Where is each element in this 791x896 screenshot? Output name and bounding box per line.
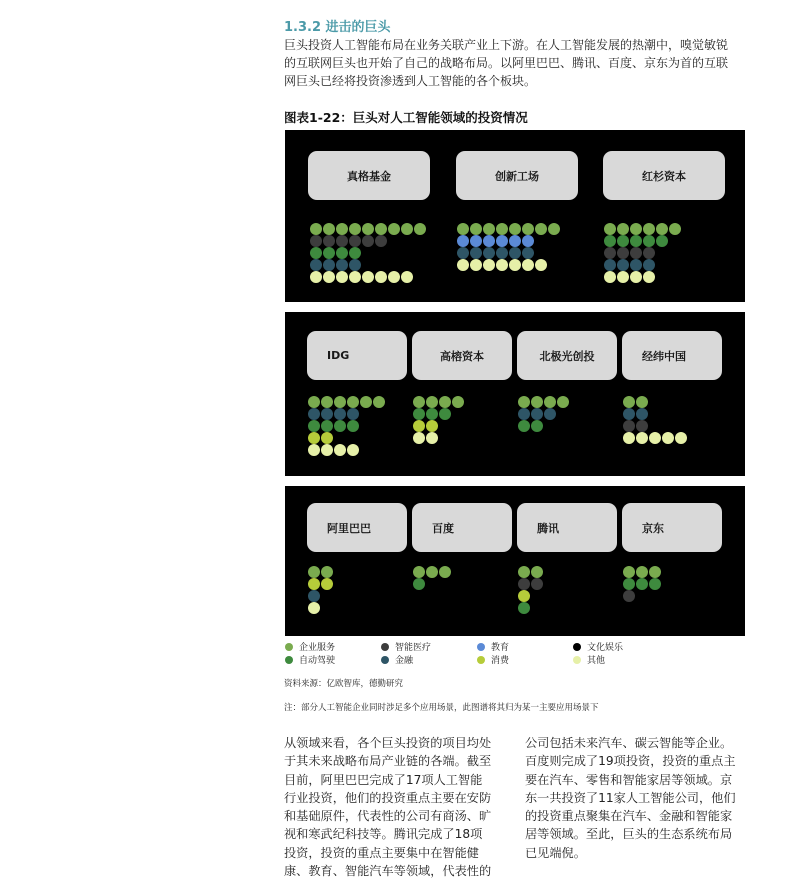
investment-dot bbox=[375, 235, 387, 247]
investment-dot-row bbox=[623, 396, 649, 408]
investment-dot-row bbox=[604, 223, 682, 235]
investment-dot-row bbox=[310, 247, 362, 259]
investment-dot bbox=[518, 420, 530, 432]
investment-dot bbox=[334, 396, 346, 408]
investment-dot bbox=[643, 247, 655, 259]
investment-dot-row bbox=[413, 432, 439, 444]
investment-dot bbox=[531, 408, 543, 420]
investment-dot-row bbox=[518, 408, 557, 420]
investment-dot bbox=[308, 602, 320, 614]
investment-dot bbox=[623, 396, 635, 408]
investment-dot bbox=[522, 259, 534, 271]
legend-item bbox=[477, 640, 509, 653]
investment-dot bbox=[649, 432, 661, 444]
legend-swatch bbox=[285, 643, 293, 651]
investment-dot-row bbox=[308, 408, 360, 420]
investment-dot bbox=[334, 444, 346, 456]
investment-dot-row bbox=[518, 578, 544, 590]
investment-dot bbox=[413, 420, 425, 432]
legend-swatch bbox=[381, 643, 389, 651]
investment-dot bbox=[522, 247, 534, 259]
body-line: 要在汽车、零售和智能家居等领域。京 bbox=[525, 772, 733, 787]
investment-dot bbox=[470, 247, 482, 259]
body-line: 东一共投资了11家人工智能公司，他们 bbox=[525, 790, 736, 805]
investment-dot bbox=[413, 578, 425, 590]
investment-dot bbox=[321, 444, 333, 456]
investment-dot bbox=[349, 235, 361, 247]
investor-card: 阿里巴巴 bbox=[307, 503, 407, 552]
investor-card: 百度 bbox=[412, 503, 512, 552]
investment-dot bbox=[630, 271, 642, 283]
investment-dot-row bbox=[604, 259, 656, 271]
investment-dot bbox=[617, 223, 629, 235]
body-line: 从领域来看，各个巨头投资的项目均处 bbox=[284, 736, 492, 750]
investment-dot bbox=[617, 271, 629, 283]
investment-dot bbox=[439, 566, 451, 578]
investment-dot-row bbox=[457, 235, 535, 247]
investment-dot bbox=[413, 396, 425, 408]
body-line: 居等领域。至此，巨头的生态系统布局 bbox=[525, 827, 733, 842]
investment-dot-row bbox=[310, 223, 427, 235]
section-title: 1.3.2 进击的巨头 bbox=[284, 20, 391, 35]
investor-card: 创新工场 bbox=[456, 151, 578, 200]
investment-dot bbox=[457, 235, 469, 247]
investment-dot-row bbox=[413, 420, 439, 432]
investment-dot bbox=[531, 396, 543, 408]
legend-item bbox=[381, 640, 431, 653]
investment-dot-row bbox=[310, 259, 362, 271]
investment-dot-row bbox=[308, 432, 334, 444]
investor-card: IDG bbox=[307, 331, 407, 380]
investment-dot bbox=[662, 432, 674, 444]
intro-paragraph bbox=[284, 36, 754, 90]
investment-dot bbox=[518, 408, 530, 420]
investment-dot bbox=[321, 420, 333, 432]
investment-dot bbox=[413, 408, 425, 420]
investment-dot-row bbox=[518, 602, 531, 614]
investment-dot bbox=[509, 223, 521, 235]
investment-dot bbox=[426, 396, 438, 408]
investment-dot bbox=[321, 578, 333, 590]
investment-dot bbox=[496, 223, 508, 235]
investment-dot bbox=[630, 247, 642, 259]
investment-dot bbox=[617, 235, 629, 247]
investment-dot bbox=[321, 566, 333, 578]
investment-dot bbox=[643, 271, 655, 283]
investment-dot bbox=[310, 223, 322, 235]
investment-dot bbox=[426, 432, 438, 444]
investment-dot bbox=[388, 271, 400, 283]
investment-dot bbox=[643, 235, 655, 247]
investment-dot bbox=[349, 223, 361, 235]
investment-dot bbox=[496, 259, 508, 271]
legend-label: 企业服务 bbox=[299, 643, 336, 653]
investment-dot bbox=[414, 223, 426, 235]
investment-dot bbox=[362, 235, 374, 247]
investment-dot bbox=[630, 235, 642, 247]
investment-dot bbox=[531, 566, 543, 578]
investment-dot bbox=[557, 396, 569, 408]
investment-dot bbox=[349, 259, 361, 271]
body-line: 行业投资，他们的投资重点主要在安防 bbox=[284, 790, 492, 805]
investment-dot bbox=[308, 420, 320, 432]
investment-dot-row bbox=[518, 396, 570, 408]
investment-dot bbox=[362, 271, 374, 283]
investment-dot bbox=[496, 235, 508, 247]
body-line: 百度则完成了19项投资，投资的重点主 bbox=[525, 754, 736, 769]
investment-dot-row bbox=[623, 408, 649, 420]
investment-dot-row bbox=[623, 432, 688, 444]
investment-dot bbox=[362, 223, 374, 235]
investment-dot bbox=[310, 247, 322, 259]
investor-card: 北极光创投 bbox=[517, 331, 617, 380]
investment-dot bbox=[308, 396, 320, 408]
investment-dot bbox=[310, 235, 322, 247]
body-line: 和基础原件，代表性的公司有商汤、旷 bbox=[284, 809, 492, 824]
investment-dot bbox=[669, 223, 681, 235]
investment-dot bbox=[643, 259, 655, 271]
legend-item bbox=[285, 640, 335, 653]
legend-swatch bbox=[477, 643, 485, 651]
investment-dot bbox=[426, 420, 438, 432]
investment-dot bbox=[623, 566, 635, 578]
investment-dot-row bbox=[308, 602, 321, 614]
investment-dot bbox=[347, 396, 359, 408]
investment-dot bbox=[518, 566, 530, 578]
investment-dot-row bbox=[623, 566, 662, 578]
investment-dot-row bbox=[623, 590, 636, 602]
investment-dot bbox=[636, 408, 648, 420]
investment-dot bbox=[336, 223, 348, 235]
investment-dot bbox=[630, 259, 642, 271]
investment-dot bbox=[535, 223, 547, 235]
legend-label: 教育 bbox=[491, 643, 510, 653]
investment-dot-row bbox=[604, 271, 656, 283]
investment-dot bbox=[308, 444, 320, 456]
investment-dot-row bbox=[623, 578, 662, 590]
source-note: 资料来源：亿欧智库，德勤研究 bbox=[284, 679, 404, 689]
investment-dot bbox=[349, 247, 361, 259]
investor-card: 经纬中国 bbox=[622, 331, 722, 380]
investment-dot bbox=[334, 408, 346, 420]
legend-item bbox=[285, 653, 335, 666]
investment-dot-row bbox=[604, 235, 669, 247]
legend-label: 其他 bbox=[587, 656, 606, 666]
body-line: 于其未来战略布局产业链的各端。截至 bbox=[284, 754, 492, 769]
investment-dot bbox=[509, 259, 521, 271]
investment-dot-row bbox=[518, 590, 531, 602]
investment-dot-row bbox=[413, 578, 426, 590]
investment-dot bbox=[401, 271, 413, 283]
investment-dot bbox=[604, 235, 616, 247]
investment-dot-row bbox=[310, 235, 388, 247]
investment-dot-row bbox=[308, 590, 321, 602]
investment-dot bbox=[452, 396, 464, 408]
investment-dot bbox=[623, 578, 635, 590]
investment-dot bbox=[518, 602, 530, 614]
investment-dot bbox=[604, 271, 616, 283]
investor-card: 高榕资本 bbox=[412, 331, 512, 380]
investment-dot bbox=[439, 408, 451, 420]
investment-dot bbox=[548, 223, 560, 235]
investment-dot-row bbox=[457, 259, 548, 271]
investment-dot bbox=[308, 566, 320, 578]
intro-line: 的互联网巨头也开始了自己的战略布局。以阿里巴巴、腾讯、百度、京东为首的互联 bbox=[284, 56, 729, 70]
investment-dot bbox=[347, 420, 359, 432]
investment-dot bbox=[483, 223, 495, 235]
investment-dot bbox=[623, 432, 635, 444]
investment-dot bbox=[617, 259, 629, 271]
investment-dot-row bbox=[623, 420, 649, 432]
investment-dot bbox=[347, 408, 359, 420]
investment-dot-row bbox=[413, 408, 452, 420]
legend-swatch bbox=[477, 656, 485, 664]
investment-dot-row bbox=[310, 271, 414, 283]
investment-dot bbox=[535, 259, 547, 271]
investment-dot bbox=[308, 590, 320, 602]
investor-card: 真格基金 bbox=[308, 151, 430, 200]
investment-dot bbox=[375, 271, 387, 283]
investment-dot bbox=[373, 396, 385, 408]
investment-dot bbox=[518, 396, 530, 408]
investment-dot bbox=[604, 223, 616, 235]
body-line: 康、教育、智能汽车等领域，代表性的 bbox=[284, 864, 492, 879]
investment-dot bbox=[323, 247, 335, 259]
investment-dot bbox=[347, 444, 359, 456]
investment-dot bbox=[457, 223, 469, 235]
investment-dot bbox=[336, 247, 348, 259]
body-line: 的投资重点聚集在汽车、金融和智能家 bbox=[525, 809, 733, 824]
investment-dot bbox=[522, 223, 534, 235]
investment-dot bbox=[360, 396, 372, 408]
investment-dot bbox=[413, 432, 425, 444]
investment-dot bbox=[544, 408, 556, 420]
investment-dot bbox=[544, 396, 556, 408]
investment-dot bbox=[426, 408, 438, 420]
investment-dot bbox=[401, 223, 413, 235]
investment-dot bbox=[470, 235, 482, 247]
legend-label: 消费 bbox=[491, 656, 510, 666]
investment-dot bbox=[630, 223, 642, 235]
intro-line: 巨头投资人工智能布局在业务关联产业上下游。在人工智能发展的热潮中，嗅觉敏锐 bbox=[284, 38, 729, 52]
legend-label: 文化娱乐 bbox=[587, 643, 624, 653]
investment-dot bbox=[457, 247, 469, 259]
investment-dot bbox=[649, 578, 661, 590]
legend-label: 智能医疗 bbox=[395, 643, 432, 653]
investment-dot-row bbox=[518, 420, 544, 432]
investment-dot-row bbox=[457, 247, 535, 259]
investment-dot bbox=[617, 247, 629, 259]
investment-dot bbox=[336, 259, 348, 271]
investment-dot bbox=[656, 223, 668, 235]
investor-card: 腾讯 bbox=[517, 503, 617, 552]
investment-dot-row bbox=[308, 444, 360, 456]
investment-dot bbox=[509, 235, 521, 247]
investment-dot bbox=[623, 408, 635, 420]
investment-dot bbox=[656, 235, 668, 247]
investment-dot bbox=[457, 259, 469, 271]
legend-label: 自动驾驶 bbox=[299, 656, 336, 666]
investment-dot bbox=[336, 271, 348, 283]
investment-dot bbox=[323, 223, 335, 235]
investment-dot bbox=[636, 420, 648, 432]
legend bbox=[285, 638, 745, 666]
investment-dot bbox=[349, 271, 361, 283]
investment-dot bbox=[323, 235, 335, 247]
investment-dot bbox=[531, 420, 543, 432]
investment-dot bbox=[310, 271, 322, 283]
body-column-right bbox=[525, 734, 765, 862]
body-line: 目前，阿里巴巴完成了17项人工智能 bbox=[284, 772, 483, 787]
investment-dot-row bbox=[604, 247, 656, 259]
body-line: 视和寒武纪科技等。腾讯完成了18项 bbox=[284, 827, 483, 842]
legend-swatch bbox=[285, 656, 293, 664]
investment-dot bbox=[518, 578, 530, 590]
legend-swatch bbox=[573, 643, 581, 651]
investment-dot-row bbox=[413, 566, 452, 578]
body-line: 公司包括未来汽车、碳云智能等企业。 bbox=[525, 736, 733, 750]
investment-dot bbox=[470, 223, 482, 235]
investment-dot bbox=[308, 432, 320, 444]
legend-item bbox=[477, 653, 509, 666]
investment-dot bbox=[623, 590, 635, 602]
investment-dot bbox=[636, 566, 648, 578]
investment-dot bbox=[509, 247, 521, 259]
investment-dot-row bbox=[308, 420, 360, 432]
legend-label: 金融 bbox=[395, 656, 414, 666]
legend-item bbox=[381, 653, 413, 666]
investment-dot bbox=[604, 247, 616, 259]
legend-item bbox=[573, 640, 623, 653]
investment-dot bbox=[439, 396, 451, 408]
investment-dot bbox=[636, 432, 648, 444]
investor-card: 红杉资本 bbox=[603, 151, 725, 200]
investment-dot bbox=[518, 590, 530, 602]
investment-dot bbox=[604, 259, 616, 271]
investment-dot bbox=[388, 223, 400, 235]
investment-dot bbox=[321, 396, 333, 408]
investment-dot bbox=[675, 432, 687, 444]
investment-dot bbox=[336, 235, 348, 247]
investment-dot bbox=[496, 247, 508, 259]
investment-dot bbox=[470, 259, 482, 271]
body-line: 已见端倪。 bbox=[525, 845, 586, 860]
investment-dot-row bbox=[308, 566, 334, 578]
investment-dot bbox=[483, 235, 495, 247]
investment-dot bbox=[310, 259, 322, 271]
body-line: 投资，投资的重点主要集中在智能健 bbox=[284, 845, 479, 860]
investment-dot bbox=[321, 408, 333, 420]
investment-dot bbox=[413, 566, 425, 578]
figure-title: 图表1-22：巨头对人工智能领域的投资情况 bbox=[284, 110, 528, 125]
investment-dot-row bbox=[457, 223, 561, 235]
investment-dot bbox=[531, 578, 543, 590]
footnote: 注：部分人工智能企业同时涉足多个应用场景，此图谱将其归为某一主要应用场景下 bbox=[284, 703, 599, 713]
investment-dot bbox=[308, 578, 320, 590]
investment-dot bbox=[483, 247, 495, 259]
investment-dot bbox=[323, 259, 335, 271]
investor-card: 京东 bbox=[622, 503, 722, 552]
investment-dot bbox=[649, 566, 661, 578]
investment-dot bbox=[334, 420, 346, 432]
investment-dot bbox=[321, 432, 333, 444]
investment-dot-row bbox=[308, 578, 334, 590]
investment-dot bbox=[308, 408, 320, 420]
body-column-left bbox=[284, 734, 516, 880]
investment-dot bbox=[623, 420, 635, 432]
investment-dot bbox=[636, 396, 648, 408]
investment-dot bbox=[643, 223, 655, 235]
investment-dot bbox=[426, 566, 438, 578]
legend-item bbox=[573, 653, 605, 666]
investment-dot bbox=[483, 259, 495, 271]
legend-swatch bbox=[381, 656, 389, 664]
investment-dot bbox=[522, 235, 534, 247]
legend-swatch bbox=[573, 656, 581, 664]
investment-dot-row bbox=[308, 396, 386, 408]
investment-dot bbox=[636, 578, 648, 590]
investment-dot bbox=[323, 271, 335, 283]
intro-line: 网巨头已经将投资渗透到人工智能的各个板块。 bbox=[284, 74, 537, 88]
investment-dot-row bbox=[413, 396, 465, 408]
investment-dot bbox=[375, 223, 387, 235]
investment-dot-row bbox=[518, 566, 544, 578]
